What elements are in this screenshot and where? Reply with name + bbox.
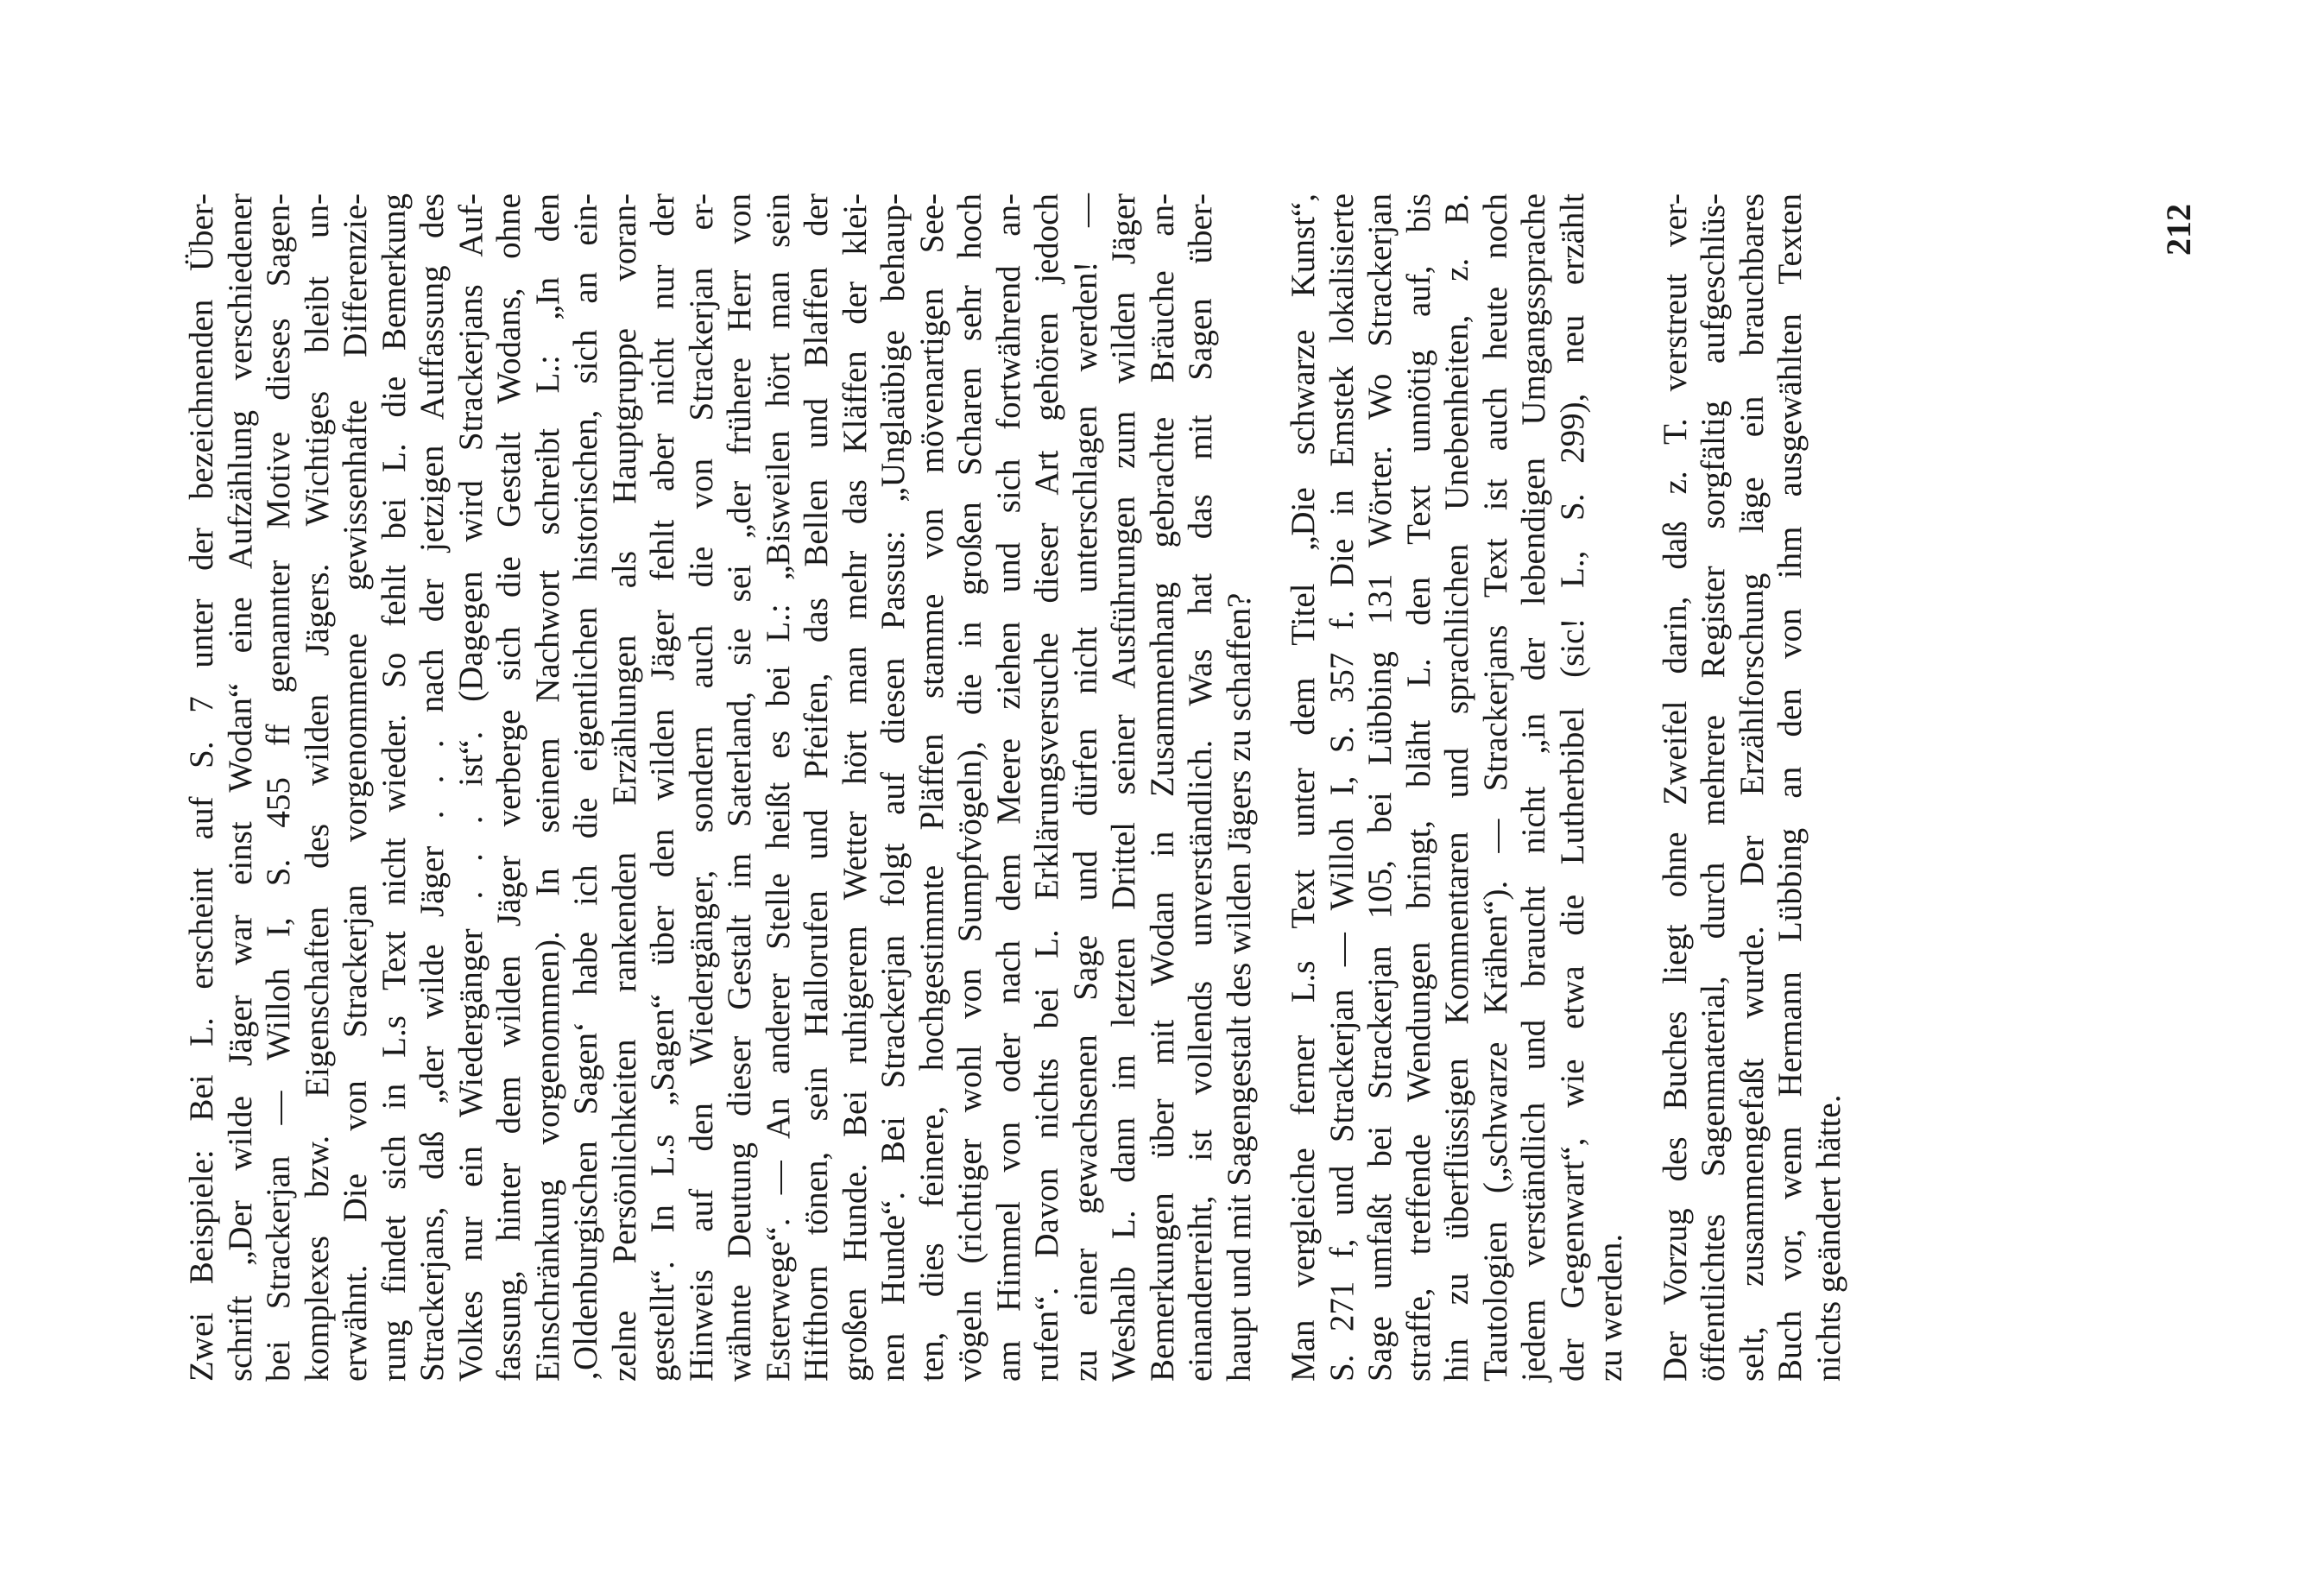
text-line: ‚Oldenburgischen Sagen‘ habe ich die eigentlichen historischen, sich an ein- [567, 193, 604, 1382]
text-line: straffe, treffende Wendungen bringt, bläht L. den Text unnötig auf, bis [1399, 193, 1437, 1382]
text-line: vögeln (richtiger wohl von Sumpfvögeln), die in großen Scharen sehr hoch [951, 193, 988, 1382]
text-line: einanderreiht, ist vollends unverständlich. Was hat das mit Sagen über- [1182, 193, 1219, 1382]
text-line: komplexes bzw. Eigenschaften des wilden Jägers. Wichtiges bleibt un- [298, 193, 336, 1382]
text-line: Man vergleiche ferner L.s Text unter dem Titel „Die schwarze Kunst“, [1285, 193, 1322, 1382]
text-line: nichts geändert hätte. [1809, 1094, 1847, 1382]
text-line: gestellt“. In L.s „Sagen“ über den wilden Jäger fehlt aber nicht nur der [644, 193, 681, 1382]
text-line: Hinweis auf den Wiedergänger, sondern auch die von Strackerjan er- [682, 193, 720, 1382]
paragraph [1657, 193, 1849, 1382]
page-number: 212 [2159, 204, 2198, 256]
text-line: wähnte Deutung dieser Gestalt im Saterland, sie sei „der frühere Herr von [721, 193, 758, 1382]
text-body [183, 193, 1848, 1382]
text-line: jedem verständlich und braucht nicht „in der lebendigen Umgangssprache [1515, 193, 1552, 1382]
paragraph [1285, 193, 1631, 1382]
text-line: Tautologien („schwarze Krähen“). — Strackerjans Text ist auch heute noch [1476, 193, 1514, 1382]
text-line: S. 271 f, und Strackerjan — Willoh I, S. 357 f. Die in Emstek lokalisierte [1323, 193, 1361, 1382]
paragraph-gap [1259, 193, 1285, 1382]
text-line: Buch vor, wenn Hermann Lübbing an den von ihm ausgewählten Texten [1771, 193, 1809, 1382]
text-line: haupt und mit Sagengestalt des wilden Jägers zu schaffen? [1220, 592, 1258, 1382]
text-line: zu werden. [1592, 1233, 1629, 1382]
text-line: Sage umfaßt bei Strackerjan 105, bei Lübbing 131 Wörter. Wo Strackerjan [1361, 193, 1399, 1382]
text-line: schrift „Der wilde Jäger war einst Wodan“ eine Aufzählung verschiedener [221, 193, 259, 1382]
text-line: zelne Persönlichkeiten rankenden Erzählungen als Hauptgruppe voran- [605, 193, 643, 1382]
text-line: selt, zusammengefaßt wurde. Der Erzählforschung läge ein brauchbares [1733, 193, 1771, 1382]
text-line: rufen“. Davon nichts bei L. Erklärungsversuche dieser Art gehören jedoch [1028, 193, 1065, 1382]
text-line: Weshalb L. dann im letzten Drittel seiner Ausführungen zum wilden Jäger [1105, 193, 1142, 1382]
text-line: Esterwege“. — An anderer Stelle heißt es bei L.: „Bisweilen hört man sein [759, 193, 797, 1382]
text-line: Zwei Beispiele: Bei L. erscheint auf S. 7 unter der bezeichnenden Über- [183, 193, 220, 1382]
text-line: Volkes nur ein Wiedergänger . . . ist“. (Dagegen wird Strackerjans Auf- [452, 193, 489, 1382]
text-line: erwähnt. Die von Strackerjan vorgenommene gewissenhafte Differenzie- [337, 193, 374, 1382]
text-line: rung findet sich in L.s Text nicht wieder. So fehlt bei L. die Bemerkung [375, 193, 413, 1382]
text-line: fassung, hinter dem wilden Jäger verberge sich die Gestalt Wodans, ohne [490, 193, 527, 1382]
paragraph [183, 193, 1259, 1382]
text-line: öffentlichtes Sagenmaterial, durch mehrere Register sorgfältig aufgeschlüs- [1695, 193, 1732, 1382]
text-line: Einschränkung vorgenommen). In seinem Nachwort schreibt L.: „In den [528, 193, 566, 1382]
text-line: Strackerjans, daß „der wilde Jäger . . . nach der jetzigen Auffassung des [414, 193, 451, 1382]
text-line: Bemerkungen über mit Wodan in Zusammenhang gebrachte Bräuche an- [1143, 193, 1181, 1382]
text-line: bei Strackerjan — Willoh I, S. 455 ff genannter Motive dieses Sagen- [260, 193, 297, 1382]
paragraph-gap [1631, 193, 1657, 1382]
text-line: großen Hunde. Bei ruhigerem Wetter hört man mehr das Kläffen der klei- [836, 193, 874, 1382]
text-line: hin zu überflüssigen Kommentaren und sprachlichen Unebenheiten, z. B. [1438, 193, 1475, 1382]
text-line: nen Hunde“. Bei Strackerjan folgt auf diesen Passus: „Unglaübige behaup- [875, 193, 912, 1382]
text-line: zu einer gewachsenen Sage und dürfen nicht unterschlagen werden! — [1066, 193, 1104, 1382]
text-line: der Gegenwart“, wie etwa die Lutherbibel (sic! L., S. 299), neu erzählt [1553, 193, 1591, 1382]
text-line: Hifthorn tönen, sein Hallorufen und Pfeifen, das Bellen und Blaffen der [798, 193, 835, 1382]
text-line: ten, dies feinere, hochgestimmte Pläffen stamme von mövenartigen See- [913, 193, 950, 1382]
text-line: Der Vorzug des Buches liegt ohne Zweifel darin, daß z. T. verstreut ver- [1656, 193, 1694, 1382]
text-line: am Himmel von oder nach dem Meere ziehen und sich fortwährend an- [989, 193, 1027, 1382]
